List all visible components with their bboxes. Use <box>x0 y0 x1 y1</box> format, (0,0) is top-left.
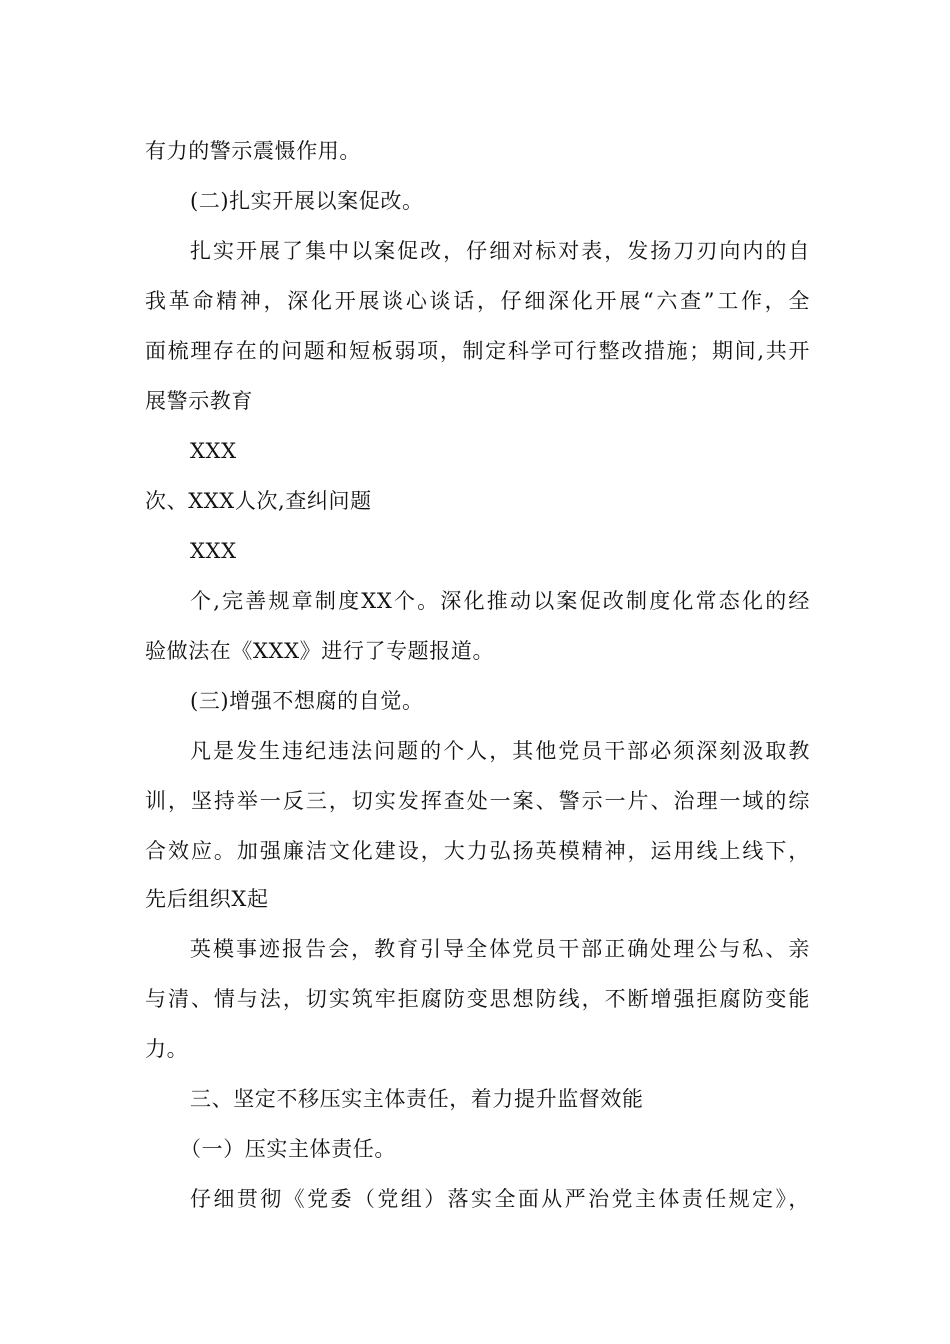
paragraph-line: XXX <box>190 539 237 563</box>
paragraph-line: 扎实开展了集中以案促改，仔细对标对表，发扬刀刃向内的自 <box>190 239 810 263</box>
paragraph-line: 合效应。加强廉洁文化建设，大力弘扬英模精神，运用线上线下， <box>145 839 810 863</box>
paragraph-line: 个,完善规章制度XX个。深化推动以案促改制度化常态化的经 <box>190 589 810 613</box>
paragraph-line: 我革命精神，深化开展谈心谈话，仔细深化开展“六查”工作，全 <box>145 289 810 313</box>
paragraph-line: 有力的警示震慑作用。 <box>145 139 361 163</box>
paragraph-line: 力。 <box>145 1037 189 1061</box>
subsection-heading: （一）压实主体责任。 <box>180 1137 396 1161</box>
paragraph-line: 英模事迹报告会，教育引导全体党员干部正确处理公与私、亲 <box>190 937 810 961</box>
paragraph-line: 训，坚持举一反三，切实发挥查处一案、警示一片、治理一域的综 <box>145 789 810 813</box>
paragraph-line: 先后组织X起 <box>145 887 269 911</box>
paragraph-line: 面梳理存在的问题和短板弱项，制定科学可行整改措施；期间,共开 <box>145 339 810 363</box>
paragraph-line: 与清、情与法，切实筑牢拒腐防变思想防线，不断增强拒腐防变能 <box>145 987 810 1011</box>
paragraph-line: 展警示教育 <box>145 389 253 413</box>
paragraph-line: 验做法在《XXX》进行了专题报道。 <box>145 639 495 663</box>
paragraph-line: 次、XXX人次,查纠问题 <box>145 489 372 513</box>
paragraph-line: XXX <box>190 439 237 463</box>
section-heading: (二)扎实开展以案促改。 <box>190 189 424 213</box>
section-heading: 三、坚定不移压实主体责任，着力提升监督效能 <box>190 1087 644 1111</box>
paragraph-line: 仔细贯彻《党委（党组）落实全面从严治党主体责任规定》， <box>190 1187 810 1211</box>
paragraph-line: 凡是发生违纪违法问题的个人，其他党员干部必须深刻汲取教 <box>190 739 810 763</box>
section-heading: (三)增强不想腐的自觉。 <box>190 689 424 713</box>
